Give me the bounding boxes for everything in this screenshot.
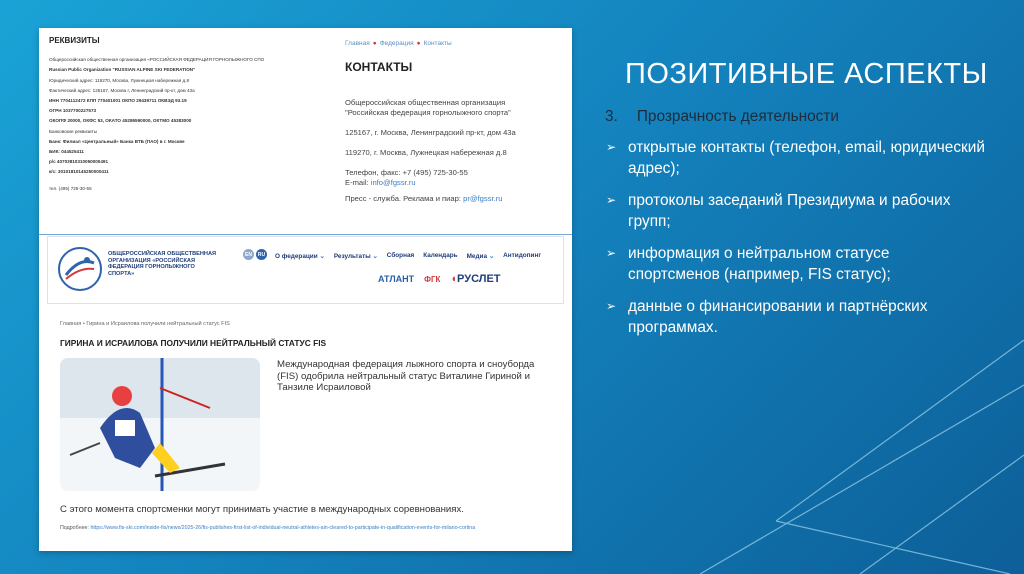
requisites-line: тел. (495) 725-30-55 — [49, 185, 92, 191]
bullet-text: данные о финансировании и партнёрских программах. — [628, 298, 928, 336]
press-line — [345, 194, 560, 204]
chevron-right-icon: ➢ — [606, 299, 617, 313]
article-bottom-text: С этого момента спортсменки могут принимать участие в международных соревнованиях. — [60, 504, 464, 515]
slide-heading: ПОЗИТИВНЫЕ АСПЕКТЫ — [625, 58, 988, 90]
nav-item-team[interactable]: Сборная — [386, 252, 415, 259]
nav-label: О федерации — [275, 253, 318, 260]
requisites-line: Фактический адрес: 125167, Москва г, Ленинградский пр-кт, дом 43а — [49, 87, 195, 93]
email-link[interactable]: info@fgssr.ru — [370, 178, 416, 187]
requisites-line: Russian Public Organization "RUSSIAN ALPINE SKI FEDERATION" — [49, 67, 196, 73]
requisites-line: БИК: 044525411 — [49, 149, 84, 155]
org-line: "Российская федерация горнолыжного спорта" — [345, 108, 511, 117]
bullet-text: открытые контакты (телефон, email, юридический адрес); — [628, 139, 985, 177]
address-line: 119270, г. Москва, Лужнецкая набережная д.8 — [345, 148, 507, 157]
breadcrumb-contacts[interactable]: Контакты — [423, 40, 452, 47]
lang-ru-button[interactable]: RU — [256, 249, 267, 260]
nav-item-calendar[interactable]: Календарь — [423, 252, 458, 259]
skier-photo — [60, 358, 260, 491]
nav-item-results[interactable] — [334, 252, 378, 260]
requisites-line: Банковские реквизиты — [49, 128, 98, 134]
press-email-link[interactable]: pr@fgssr.ru — [463, 194, 503, 203]
bullet-item — [605, 137, 985, 179]
chevron-down-icon: ⌄ — [319, 253, 325, 260]
site-nav — [275, 252, 541, 260]
requisites-block — [49, 36, 334, 194]
press-label: Пресс - служба. Реклама и пиар: — [345, 194, 461, 203]
nav-label: Медиа — [466, 253, 488, 260]
article-source — [60, 525, 560, 532]
bullet-list — [605, 137, 985, 349]
requisites-line: ОГРН 1037700227573 — [49, 108, 97, 114]
chevron-right-icon: ➢ — [606, 246, 617, 260]
chevron-down-icon: ⌄ — [372, 253, 378, 260]
separator-dot: ● — [372, 40, 377, 47]
item-number: 3. — [605, 108, 618, 125]
breadcrumb-home[interactable]: Главная — [345, 40, 370, 47]
item-subheading: Прозрачность деятельности — [636, 108, 840, 125]
requisites-line: Юридический адрес: 119270, Москва, Лужнецкая набережная д.8 — [49, 77, 190, 83]
chevron-down-icon: ⌄ — [488, 253, 495, 260]
requisites-line: р/с 40703810310050000491 — [49, 159, 109, 165]
sponsor-atlant-logo[interactable]: АТЛАНТ — [378, 274, 415, 284]
requisites-line: к/с: 30101810145250000411 — [49, 169, 109, 175]
phone-line: Телефон, факс: +7 (495) 725-30-55 — [345, 168, 468, 177]
nav-item-antidoping[interactable]: Антидопинг — [503, 252, 541, 259]
sponsor-logos — [378, 273, 501, 285]
nav-item-federation[interactable] — [275, 252, 325, 260]
ruslet-mark-icon: ◖ — [450, 273, 458, 285]
requisites-title: РЕКВИЗИТЫ — [49, 36, 100, 45]
logo-text: ОБЩЕРОССИЙСКАЯ ОБЩЕСТВЕННАЯ ОРГАНИЗАЦИЯ «РОССИЙСКАЯ ФЕДЕРАЦИЯ ГОРНОЛЫЖНОГО СПОРТА» — [108, 251, 217, 277]
sponsor-ruslet-logo[interactable] — [450, 273, 500, 285]
separator-dot: ● — [416, 40, 421, 47]
org-line: Общероссийская общественная организация — [345, 98, 506, 107]
chevron-right-icon: ➢ — [606, 193, 617, 207]
email-label: E-mail: — [345, 178, 369, 187]
language-switcher — [243, 249, 267, 260]
bullet-text: информация о нейтральном статусе спортсменов (например, FIS статус); — [628, 245, 891, 283]
bullet-text: протоколы заседаний Президиума и рабочих групп; — [628, 192, 951, 230]
source-label: Подробнее: — [60, 525, 89, 531]
bullet-item — [605, 243, 985, 285]
bullet-item — [605, 190, 985, 232]
site-header — [47, 236, 564, 304]
numbered-item — [605, 108, 839, 126]
breadcrumb-federation[interactable]: Федерация — [379, 40, 414, 47]
federation-logo-icon[interactable] — [58, 247, 102, 291]
requisites-line: ОКОПФ 20000, ОКФС 53, ОКАТО 45286590000, ОКТМО 45383000 — [49, 118, 192, 124]
article-breadcrumb[interactable]: Главная • Гирина и Исраилова получили нейтральный статус FIS — [60, 321, 230, 327]
requisites-line: Общероссийская общественная организация «РОССИЙСКАЯ ФЕДЕРАЦИЯ ГОРНОЛЫЖНОГО СПО — [49, 57, 265, 63]
divider — [39, 234, 572, 235]
source-link[interactable]: https://www.fis-ski.com/inside-fis/news/2025-26/fis-publishes-first-list-of-individual-neutral-athletes-ain-cleared-to-participate-in-qualification-events-for-milano-cortina — [90, 525, 476, 531]
contacts-block — [345, 40, 560, 204]
email-line — [345, 178, 560, 188]
screenshot-collage — [39, 28, 572, 551]
requisites-line: ИНН 7704112472 КПП 770401001 ОКПО 29439711 ОКВЭД 93.19 — [49, 98, 187, 104]
requisites-line: Банк: Филиал «Центральный» Банка ВТБ (ПАО) в г. Москве — [49, 138, 185, 144]
chevron-right-icon: ➢ — [606, 140, 617, 154]
breadcrumb — [345, 40, 560, 47]
nav-label: Результаты — [333, 253, 371, 260]
lang-en-button[interactable]: EN — [243, 249, 254, 260]
nav-item-media[interactable] — [467, 252, 495, 260]
article-title: ГИРИНА И ИСРАИЛОВА ПОЛУЧИЛИ НЕЙТРАЛЬНЫЙ СТАТУС FIS — [60, 338, 327, 348]
article-lead: Международная федерация лыжного спорта и сноуборда (FIS) одобрила нейтральный статус Виталине Гириной и Танзиле Исраиловой — [277, 359, 535, 393]
address-line: 125167, г. Москва, Ленинградский пр-кт, дом 43а — [345, 128, 516, 137]
contacts-title: КОНТАКТЫ — [345, 60, 413, 74]
sponsor-fgk-logo[interactable]: ФГК — [424, 274, 441, 284]
bullet-item — [605, 296, 985, 338]
sponsor-label: РУСЛЕТ — [457, 273, 501, 285]
